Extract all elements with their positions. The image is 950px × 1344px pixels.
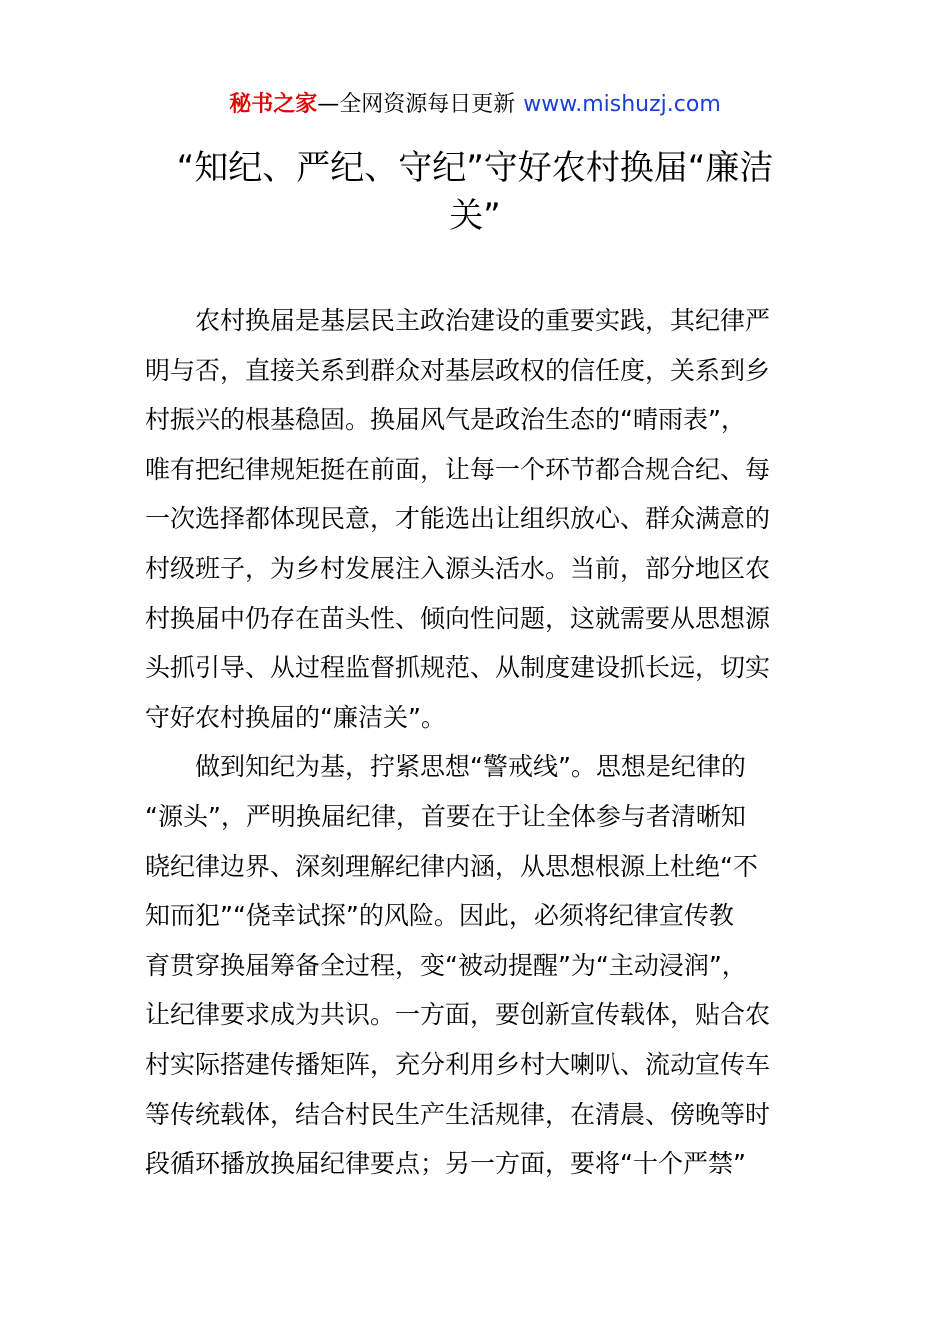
body-line: 知而犯”“侥幸试探”的风险。因此，必须将纪律宣传教 — [145, 901, 734, 931]
body-line: 晓纪律边界、深刻理解纪律内涵，从思想根源上杜绝“不 — [145, 851, 758, 881]
body-line: 头抓引导、从过程监督抓规范、从制度建设抓长远，切实 — [145, 653, 771, 683]
site-header — [0, 88, 950, 122]
body-line: 让纪律要求成为共识。一方面，要创新宣传载体，贴合农 — [145, 1000, 771, 1030]
title-line-1: “知纪、严纪、守纪”守好农村换届“廉洁 — [176, 148, 774, 188]
body-line: 等传统载体，结合村民生产生活规律，在清晨、傍晚等时 — [145, 1099, 771, 1129]
body-line: 段循环播放换届纪律要点；另一方面，要将“十个严禁” — [145, 1149, 746, 1179]
body-line: 村换届中仍存在苗头性、倾向性问题，这就需要从思想源 — [145, 603, 771, 633]
body-line: 做到知纪为基，拧紧思想“警戒线”。思想是纪律的 — [195, 752, 746, 782]
body-line: “源头”，严明换届纪律，首要在于让全体参与者清晰知 — [145, 801, 746, 831]
body-line: 育贯穿换届筹备全过程，变“被动提醒”为“主动浸润”， — [145, 950, 747, 980]
body-line: 村级班子，为乡村发展注入源头活水。当前，部分地区农 — [145, 553, 771, 583]
title-line-2: 关” — [449, 196, 501, 236]
body-line: 明与否，直接关系到群众对基层政权的信任度，关系到乡 — [145, 355, 771, 385]
article-body — [145, 296, 795, 1189]
site-url-link[interactable]: www.mishuzj.com — [523, 92, 721, 117]
site-brand: 秘书之家 — [229, 92, 318, 117]
body-line: 村实际搭建传播矩阵，充分利用乡村大喇叭、流动宣传车 — [145, 1049, 771, 1079]
body-line: 一次选择都体现民意，才能选出让组织放心、群众满意的 — [145, 504, 771, 534]
body-line: 守好农村换届的“廉洁关”。 — [145, 702, 446, 732]
article-title — [140, 144, 810, 240]
header-dash: — — [317, 92, 340, 117]
body-line: 农村换届是基层民主政治建设的重要实践，其纪律严 — [195, 306, 771, 335]
site-tagline: 全网资源每日更新 — [339, 92, 516, 117]
body-line: 唯有把纪律规矩挺在前面，让每一个环节都合规合纪、每 — [145, 454, 771, 484]
body-line: 村振兴的根基稳固。换届风气是政治生态的“晴雨表”， — [145, 405, 746, 435]
